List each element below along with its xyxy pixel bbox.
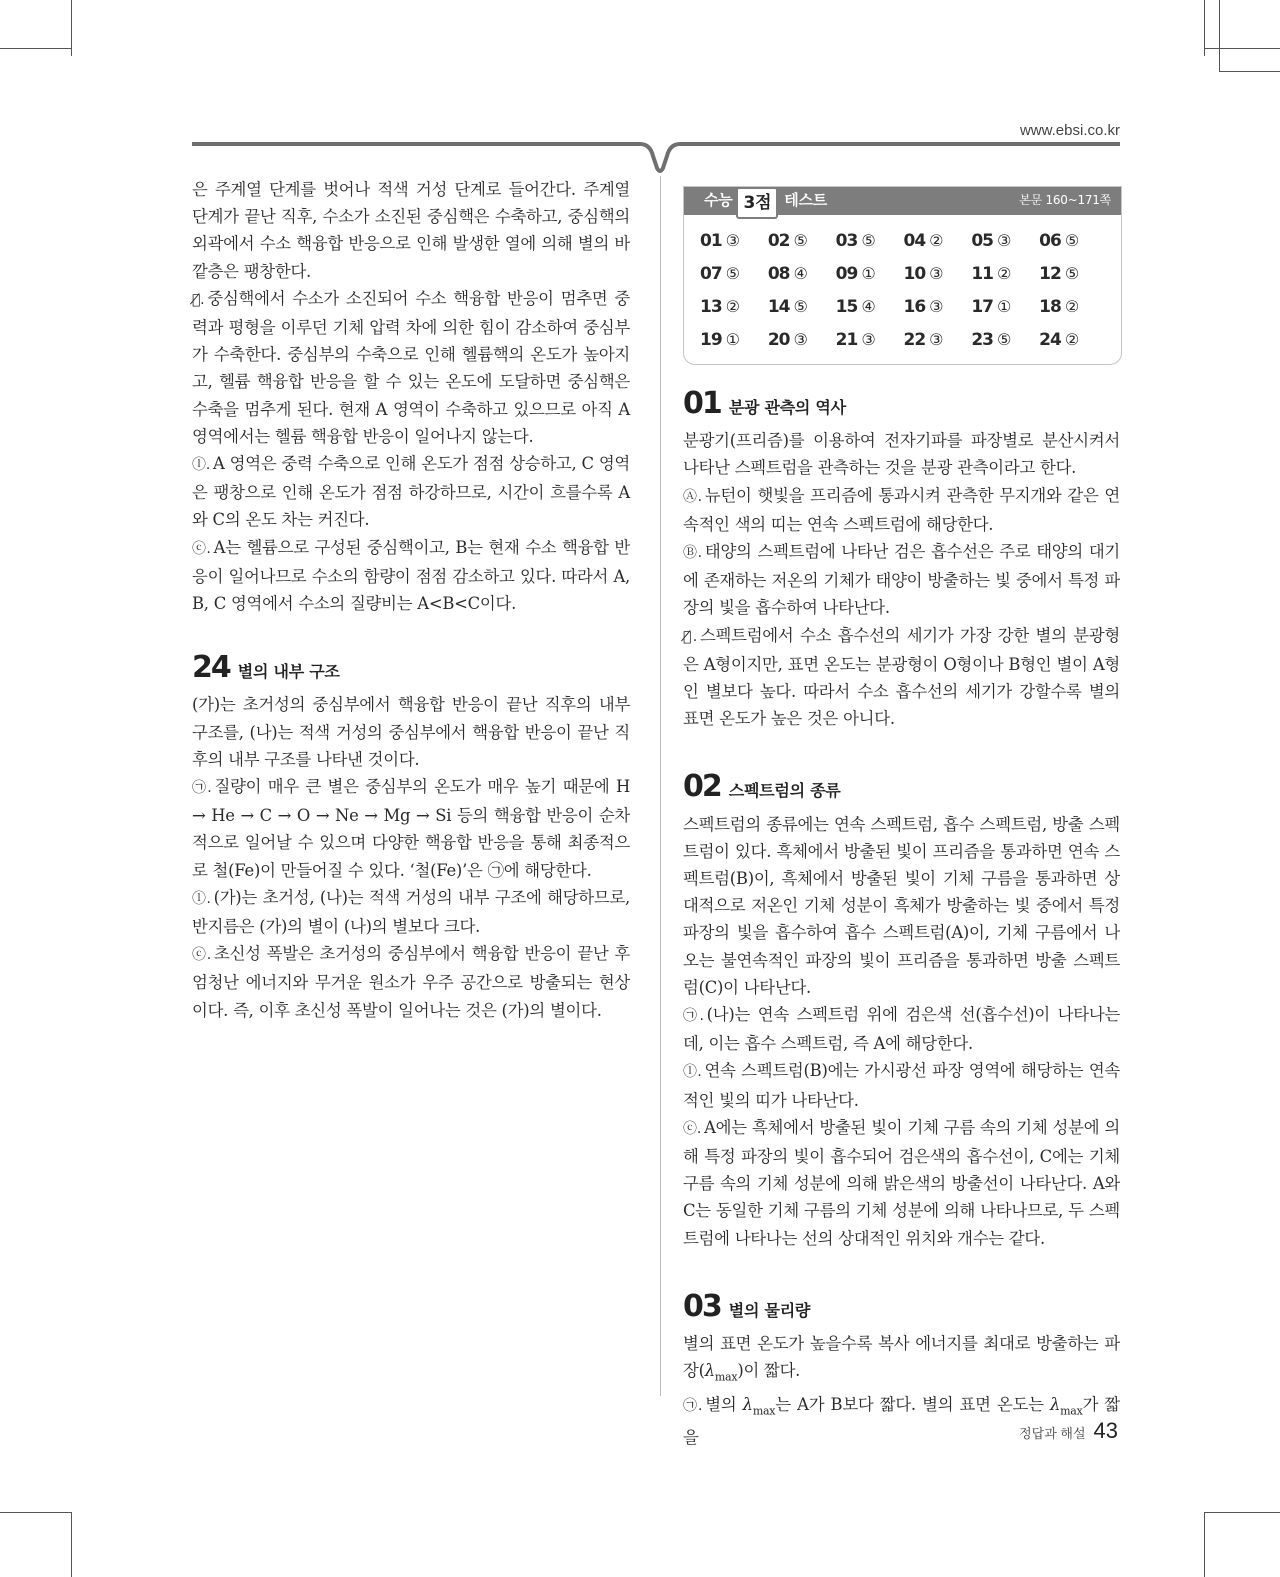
answer-number: 18 [1039,297,1061,317]
answer-number: 02 [767,231,790,251]
answer-cell [1039,260,1107,288]
note-paragraph [192,884,630,940]
crop-mark [1204,0,1205,56]
text-run: 별의 표면 온도가 높을수록 복사 에너지를 최대로 방출하는 파장( [683,1334,1120,1381]
answer-number: 11 [971,264,993,284]
right-column [683,186,1120,1451]
answer-cell [1039,293,1107,321]
answer-number: 16 [903,297,926,317]
answer-cell [700,293,768,321]
crop-mark [1204,1512,1205,1577]
answer-cell [836,260,904,288]
answer-choice: ⑤ [725,264,740,283]
choice-mark: ⓒ. [192,947,211,964]
answer-cell [768,227,836,255]
answer-key-box [683,186,1122,365]
answer-choice: ② [725,297,740,316]
answer-choice: ③ [861,330,876,349]
crop-mark [0,1512,72,1513]
answer-key-header [684,187,1121,215]
answer-choice: ⑤ [1064,231,1079,250]
note-paragraph [683,538,1120,622]
answer-choice: ② [1064,297,1079,316]
note-text: 태양의 스펙트럼에 나타난 검은 흡수선은 주로 태양의 대기에 존재하는 저온의 기체가 태양이 방출하는 빛 중에서 특정 파장의 빛을 흡수하여 나타난다. [683,542,1120,618]
answer-number: 19 [700,330,722,350]
answer-cell [904,260,972,288]
answer-choice: ② [1064,330,1079,349]
answer-choice: ② [929,231,944,250]
answer-grid [684,215,1121,364]
answer-cell [768,260,836,288]
answer-cell [904,293,972,321]
answer-number: 05 [971,231,993,251]
crop-mark [71,1512,72,1577]
section-number: 01 [683,386,721,421]
note-text: A 영역은 중력 수축으로 인해 온도가 점점 상승하고, C 영역은 팽창으로 인해 온도가 점점 하강하므로, 시간이 흐를수록 A와 C의 온도 차는 커진다. [192,454,631,530]
crop-mark [71,0,72,56]
answer-choice: ③ [929,297,944,316]
answer-cell [768,293,836,321]
test-label: 테스트 [784,191,827,210]
intro-paragraph: 은 주계열 단계를 벗어나 적색 거성 단계로 들어간다. 주계열 단계가 끝난 직후, 수소가 소진된 중심핵은 수축하고, 중심핵의 외곽에서 수소 핵융합 반응으로 인해 발생한 열에 의해 별의 바깥층은 팽창한다. [192,180,630,281]
answer-cell [836,227,904,255]
lambda-symbol: λ [1049,1394,1061,1414]
footer-label: 정답과 해설 [1019,1426,1086,1441]
answer-number: 13 [700,297,722,317]
section-paragraph: 분광기(프리즘)를 이용하여 전자기파를 파장별로 분산시켜서 나타난 스펙트럼을 관측하는 것을 분광 관측이라고 한다. [683,431,1120,478]
answer-number: 24 [1039,330,1061,350]
section-paragraph: (가)는 초거성의 중심부에서 핵융합 반응이 끝난 직후의 내부 구조를, (나)는 적색 거성의 중심부에서 핵융합 반응이 끝난 직후의 내부 구조를 나타낸 것이다. [192,695,630,769]
choice-mark: ⓛ. [192,890,211,907]
answer-cell [700,326,768,354]
answer-cell [700,227,768,255]
choice-mark: ㉠. [683,1397,703,1414]
choice-mark: ⓛ. [192,457,211,474]
answer-choice: ① [725,330,740,349]
section-paragraph: 스펙트럼의 종류에는 연속 스펙트럼, 흡수 스펙트럼, 방출 스펙트럼이 있다. 흑체에서 방출된 빛이 프리즘을 통과하면 연속 스펙트럼(B)이, 흑체에서 방출된 빛이 기체 구름을 통과하면 상대적으로 저온인 기체 성분이 흑체가 방출하는 빛 중에서 특정 파장의 빛을 흡수하여 흡수 스펙트럼(A)이, 기체 구름에서 나오는 불연속적인 파장의 빛이 프리즘을 통과하면 방출 스펙트럼(C)이 나타난다. [683,814,1120,997]
answer-number: 15 [835,297,858,317]
answer-number: 09 [835,264,858,284]
answer-choice: ③ [929,264,944,283]
page-footer [1019,1418,1118,1444]
note-text: 연속 스펙트럼(B)에는 가시광선 파장 영역에 해당하는 연속적인 빛의 띠가 나타난다. [683,1061,1121,1110]
points-badge: 3점 [736,187,778,219]
note-paragraph [192,773,630,884]
answer-choice: ③ [793,330,808,349]
text-run: )이 짧다. [737,1361,801,1381]
answer-choice: ③ [929,330,944,349]
note-text: 뉴턴이 햇빛을 프리즘에 통과시켜 관측한 무지개와 같은 연속적인 색의 띠는 연속 스펙트럼에 해당한다. [683,485,1120,534]
choice-mark: ㄱ̸. [192,291,205,308]
answer-choice: ③ [725,231,740,250]
answer-number: 08 [767,264,790,284]
answer-number: 17 [971,297,993,317]
section-title: 분광 관측의 역사 [728,398,846,417]
column-divider [660,176,661,1396]
choice-mark: ⓛ. [683,1064,702,1081]
answer-choice: ⑤ [997,330,1012,349]
section-heading-02 [683,769,1120,805]
lambda-subscript: max [752,1404,776,1418]
answer-cell [836,326,904,354]
page-number: 43 [1093,1418,1118,1443]
choice-mark: Ⓑ. [683,545,702,562]
text-run: 는 A가 B보다 짧다. 별의 표면 온도는 [775,1394,1050,1414]
section-title: 스펙트럼의 종류 [728,781,841,801]
answer-cell [768,326,836,354]
note-text: (가)는 초거성, (나)는 적색 거성의 내부 구조에 해당하므로, 반지름은 (가)의 별이 (나)의 별보다 크다. [192,887,630,937]
answer-number: 23 [971,330,993,350]
answer-number: 10 [903,264,926,284]
lambda-symbol: λ [704,1361,715,1381]
crop-mark [1204,1512,1280,1513]
section-number: 24 [192,650,230,686]
lambda-symbol: λ [742,1394,753,1414]
answer-cell [971,260,1039,288]
section-number: 03 [683,1288,721,1324]
answer-key-label: 수능 [704,191,733,210]
answer-choice: ① [861,264,876,283]
choice-mark: ㉠. [683,1008,704,1025]
answer-number: 07 [700,264,722,284]
answer-choice: ④ [793,264,808,283]
answer-cell [1039,227,1107,255]
crop-mark [1204,48,1280,49]
section-title: 별의 물리량 [728,1300,811,1320]
answer-choice: ⑤ [861,231,876,250]
note-paragraph [683,622,1120,733]
answer-number: 14 [767,297,790,317]
answer-choice: ⑤ [1064,264,1079,283]
choice-mark: Ⓒ̸. [683,628,697,645]
answer-number: 20 [767,330,790,350]
answer-choice: ① [997,297,1012,316]
answer-cell [836,293,904,321]
section-heading-01 [683,386,1120,421]
text-run: 별의 [705,1394,743,1414]
left-column [192,176,630,1024]
answer-number: 01 [700,231,722,251]
answer-choice: ② [997,264,1012,283]
answer-cell [904,227,972,255]
note-text: 초신성 폭발은 초거성의 중심부에서 핵융합 반응이 끝난 후 엄청난 에너지와 무거운 원소가 우주 공간으로 방출되는 현상이다. 즉, 이후 초신성 폭발이 일어나는 것은 (가)의 별이다. [192,944,630,1020]
answer-cell [971,227,1039,255]
choice-mark: ㉠. [192,780,212,797]
answer-number: 21 [835,330,858,350]
section-title: 별의 내부 구조 [237,662,340,682]
crop-mark [1219,0,1220,72]
note-paragraph [192,534,630,618]
answer-choice: ④ [861,297,876,316]
note-paragraph [192,940,630,1024]
answer-number: 22 [903,330,926,350]
choice-mark: ⓒ. [683,1120,702,1137]
site-url: www.ebsi.co.kr [1019,122,1120,139]
answer-choice: ⑤ [793,231,808,250]
text-run: 가 짧을 [683,1394,1120,1448]
note-paragraph [192,450,630,534]
answer-cell [971,326,1039,354]
section-paragraph [683,1330,1120,1391]
page-range: 본문 160~171쪽 [1019,193,1111,208]
note-paragraph [683,1057,1120,1113]
crop-mark [0,48,72,49]
note-paragraph [192,285,630,450]
lambda-subscript: max [1060,1404,1083,1418]
answer-number: 12 [1039,264,1061,284]
note-paragraph [683,1114,1120,1252]
answer-number: 06 [1039,231,1061,251]
section-heading-24 [192,650,630,686]
choice-mark: Ⓐ. [683,488,702,505]
note-text: 스펙트럼에서 수소 흡수선의 세기가 가장 강한 별의 분광형은 A형이지만, 표면 온도는 분광형이 O형이나 B형인 별이 A형인 별보다 높다. 따라서 수소 흡수선의 세기가 강할수록 별의 표면 온도가 높은 것은 아니다. [683,625,1120,729]
note-paragraph [683,1001,1120,1057]
section-number: 02 [683,769,721,805]
answer-cell [904,326,972,354]
note-paragraph [683,482,1120,538]
answer-cell [971,293,1039,321]
answer-number: 04 [903,231,926,251]
answer-cell [700,260,768,288]
answer-choice: ⑤ [793,297,808,316]
choice-mark: ⓒ. [192,540,211,557]
note-text: A에는 흑체에서 방출된 빛이 기체 구름 속의 기체 성분에 의해 특정 파장의 빛이 흡수되어 검은색의 흡수선이, C에는 기체 구름 속의 기체 성분에 의해 밝은색의 방출선이 나타난다. A와 C는 동일한 기체 구름의 기체 성분에 의해 나타나므로, 두 스펙트럼에 나타나는 선의 상대적인 위치와 개수는 같다. [683,1117,1120,1248]
note-text: (나)는 연속 스펙트럼 위에 검은색 선(흡수선)이 나타나는데, 이는 흡수 스펙트럼, 즉 A에 해당한다. [683,1005,1121,1054]
answer-cell [1039,326,1107,354]
lambda-subscript: max [714,1370,738,1384]
answer-number: 03 [835,231,858,251]
answer-choice: ③ [997,231,1012,250]
section-heading-03 [683,1288,1120,1324]
header-rule [0,0,1280,180]
crop-mark [1219,71,1280,72]
note-text: 중심핵에서 수소가 소진되어 수소 핵융합 반응이 멈추면 중력과 평형을 이루던 기체 압력 차에 의한 힘이 감소하여 중심부가 수축한다. 중심부의 수축으로 인해 헬륨핵의 온도가 높아지고, 헬륨 핵융합 반응을 할 수 있는 온도에 도달하면 중심핵은 수축을 멈추게 된다. 현재 A 영역이 수축하고 있으므로 아직 A 영역에서는 헬륨 핵융합 반응이 일어나지 않는다. [192,288,630,446]
note-text: A는 헬륨으로 구성된 중심핵이고, B는 현재 수소 핵융합 반응이 일어나므로 수소의 함량이 점점 감소하고 있다. 따라서 A, B, C 영역에서 수소의 질량비는 A<B<C이다. [192,537,630,614]
note-text: 질량이 매우 큰 별은 중심부의 온도가 매우 높기 때문에 H → He → C → O → Ne → Mg → Si 등의 핵융합 반응이 순차적으로 일어날 수 있으며 다양한 핵융합 반응을 통해 최종적으로 철(Fe)이 만들어질 수 있다. ‘철(Fe)’은 ㉠에 해당한다. [192,777,630,880]
